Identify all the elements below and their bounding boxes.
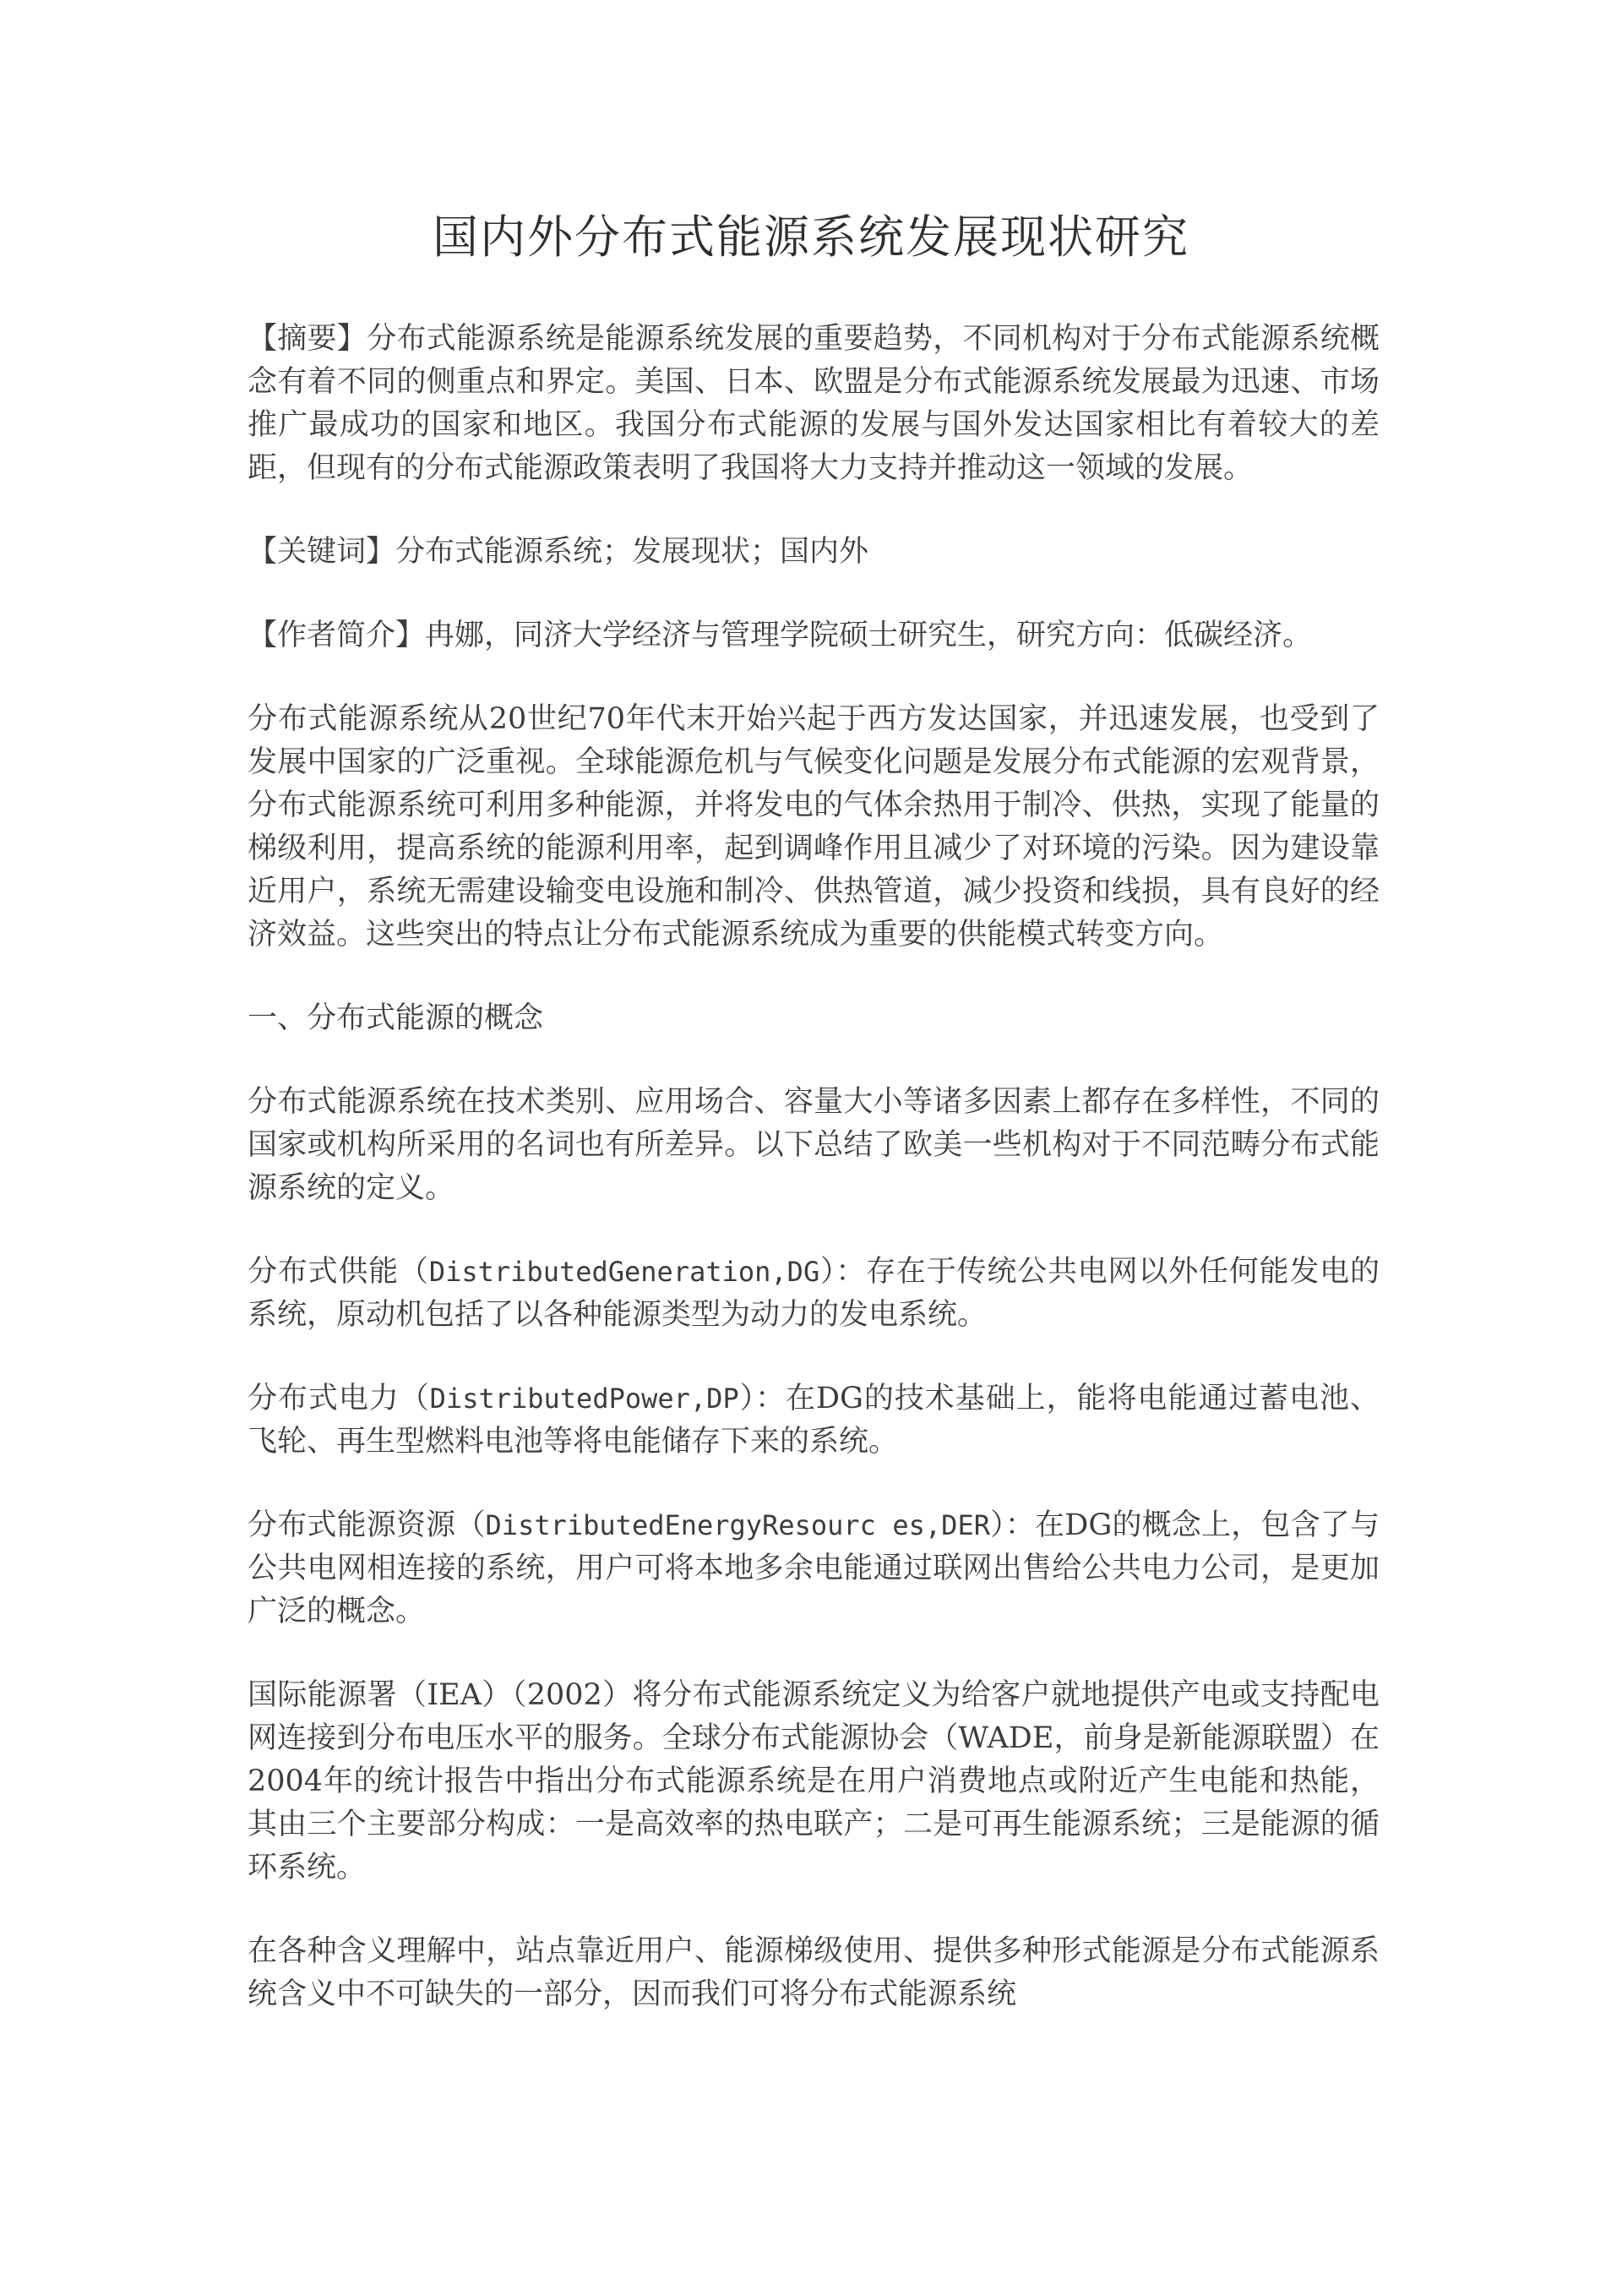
dg-label: 分布式供能（ bbox=[248, 1255, 429, 1289]
der-definition-paragraph bbox=[248, 1504, 1380, 1633]
iea-definition-paragraph: 国际能源署（IEA）（2002）将分布式能源系统定义为给客户就地提供产电或支持配电网连接到分布电压水平的服务。全球分布式能源协会（WADE，前身是新能源联盟）在2004年的统计报告中指出分布式能源系统是在用户消费地点或附近产生电能和热能，其由三个主要部分构成：一是高效率的热电联产；二是可再生能源系统；三是能源的循环系统。 bbox=[248, 1678, 1380, 1884]
document-title: 国内外分布式能源系统发展现状研究 bbox=[433, 210, 1189, 264]
dg-definition-paragraph bbox=[248, 1251, 1380, 1337]
dp-text: ）：在DG的技术基础上，能将电能通过蓄电池、飞轮、再生型燃料电池等将电能储存下来的系统。 bbox=[248, 1382, 1380, 1459]
dp-term: DistributedPower,DP bbox=[429, 1383, 739, 1415]
closing-paragraph: 在各种含义理解中，站点靠近用户、能源梯级使用、提供多种形式能源是分布式能源系统含义中不可缺失的一部分，因而我们可将分布式能源系统 bbox=[248, 1934, 1380, 2011]
intro-paragraph: 分布式能源系统从20世纪70年代末开始兴起于西方发达国家，并迅速发展，也受到了发展中国家的广泛重视。全球能源危机与气候变化问题是发展分布式能源的宏观背景，分布式能源系统可利用多种能源，并将发电的气体余热用于制冷、供热，实现了能量的梯级利用，提高系统的能源利用率，起到调峰作用且减少了对环境的污染。因为建设靠近用户，系统无需建设输变电设施和制冷、供热管道，减少投资和线损，具有良好的经济效益。这些突出的特点让分布式能源系统成为重要的供能模式转变方向。 bbox=[248, 702, 1380, 952]
der-text: ）：在DG的概念上，包含了与公共电网相连接的系统，用户可将本地多余电能通过联网出售给公共电力公司，是更加广泛的概念。 bbox=[248, 1508, 1380, 1628]
der-label: 分布式能源资源（ bbox=[248, 1508, 486, 1542]
dg-term: DistributedGeneration,DG bbox=[428, 1256, 820, 1288]
dp-definition-paragraph bbox=[248, 1377, 1380, 1464]
document-body bbox=[248, 318, 1380, 2057]
dg-text: ）：存在于传统公共电网以外任何能发电的系统，原动机包括了以各种能源类型为动力的发电系统。 bbox=[248, 1255, 1380, 1332]
author-bio-paragraph: 【作者简介】冉娜，同济大学经济与管理学院硕士研究生，研究方向：低碳经济。 bbox=[248, 619, 1313, 652]
concept-intro-paragraph: 分布式能源系统在技术类别、应用场合、容量大小等诸多因素上都存在多样性，不同的国家或机构所采用的名词也有所差异。以下总结了欧美一些机构对于不同范畴分布式能源系统的定义。 bbox=[248, 1085, 1380, 1205]
abstract-paragraph: 【摘要】分布式能源系统是能源系统发展的重要趋势，不同机构对于分布式能源系统概念有着不同的侧重点和界定。美国、日本、欧盟是分布式能源系统发展最为迅速、市场推广最成功的国家和地区。我国分布式能源的发展与国外发达国家相比有着较大的差距，但现有的分布式能源政策表明了我国将大力支持并推动这一领域的发展。 bbox=[248, 322, 1380, 485]
section-heading: 一、分布式能源的概念 bbox=[248, 1001, 544, 1035]
keywords-paragraph: 【关键词】分布式能源系统；发展现状；国内外 bbox=[248, 535, 869, 569]
dp-label: 分布式电力（ bbox=[248, 1382, 430, 1415]
der-term: DistributedEnergyResourc es,DER bbox=[485, 1509, 990, 1541]
